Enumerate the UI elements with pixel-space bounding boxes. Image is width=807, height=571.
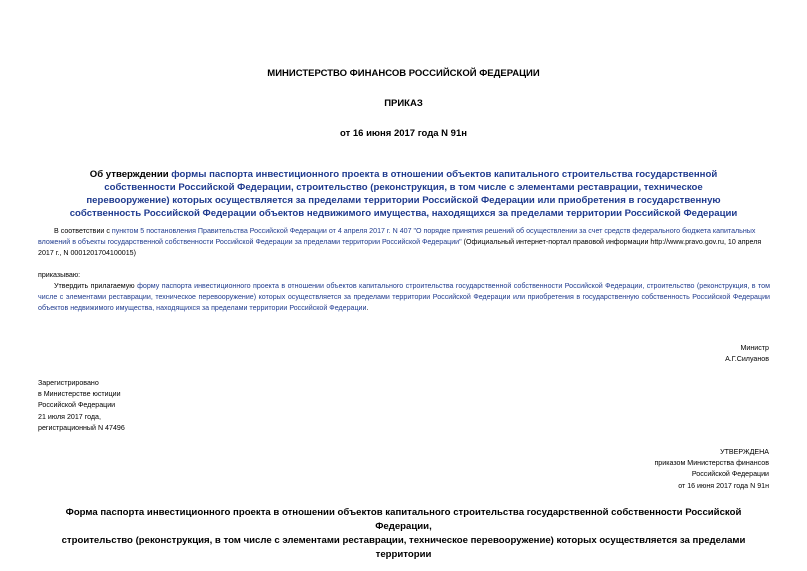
approved-line: Российской Федерации [691,470,769,479]
approved-line: приказом Министерства финансов [654,459,769,468]
basis-link[interactable]: пунктом 5 постановления Правительства Российской Федерации от 4 апреля 2017 г. N 407 "О порядке принятия решений об осуществлении за счет средств федерального бюджета капитальных вложений в объекты государственной собственности Российской Федерации за пределами территории Российской Федерации" [38,227,756,247]
approved-line: УТВЕРЖДЕНА [720,448,769,456]
basis-suffix: (Официальный интернет-портал правовой информации http://www.pravo.gov.ru, 10 апреля 2017 г., N 0001201704100015) [38,238,762,258]
title-link[interactable]: формы паспорта инвестиционного проекта в отношении объектов капитального строительства государственной собственности Российской Федерации, строительство (реконструкция, в том числе с элементами реставрации, техническое перевооружение) которых осуществляется за пределами территории Российской Федерации или приобретения в государственную собственность Российской Федерации объектов недвижимого имущества, находящихся за пределами территории Российской Федерации [69,169,738,219]
form-title-line: строительство (реконструкция, в том числе с элементами реставрации, техническое перевооружение) которых осуществляется за пределами территории [61,535,746,560]
form-title-line: Форма паспорта инвестиционного проекта в отношении объектов капитального строительства государственной собственности Российской Федерации, [65,507,742,532]
approve-suffix: . [366,304,369,313]
approve-link[interactable]: форму паспорта инвестиционного проекта в отношении объектов капитального строительства государственной собственности Российской Федерации, строительство (реконструкция, в том числе с элементами реставрации, техническое перевооружение) которых осуществляется за пределами территории Российской Федерации или приобретения в государственную собственность Российской Федерации объектов недвижимого имущества, находящихся за пределами территории Российской Федерации [38,282,770,313]
signature-position: Министр [740,344,769,352]
registration-block [38,378,125,434]
approve-prefix: Утвердить прилагаемую [54,282,138,290]
approved-block [654,447,769,492]
order-label: ПРИКАЗ [384,98,423,109]
ministry-heading: МИНИСТЕРСТВО ФИНАНСОВ РОССИЙСКОЙ ФЕДЕРАЦИИ [267,68,540,79]
signature-name: А.Г.Силуанов [725,355,769,364]
registration-line: Зарегистрировано [38,379,99,387]
registration-line: регистрационный N 47496 [38,423,125,432]
form-title [50,506,757,562]
document-title [62,168,745,220]
orders-label: приказываю: [38,271,81,279]
registration-line: в Министерстве юстиции [38,390,121,399]
approve-paragraph [38,281,770,315]
title-prefix: Об утверждении [89,169,172,180]
registration-line: Российской Федерации [38,401,116,410]
registration-line: 21 июля 2017 года, [38,412,101,421]
signature-block [725,343,769,365]
order-date: от 16 июня 2017 года N 91н [340,128,467,139]
approved-line: от 16 июня 2017 года N 91н [678,481,769,490]
basis-prefix: В соответствии с [54,227,112,235]
basis-paragraph [38,226,770,260]
